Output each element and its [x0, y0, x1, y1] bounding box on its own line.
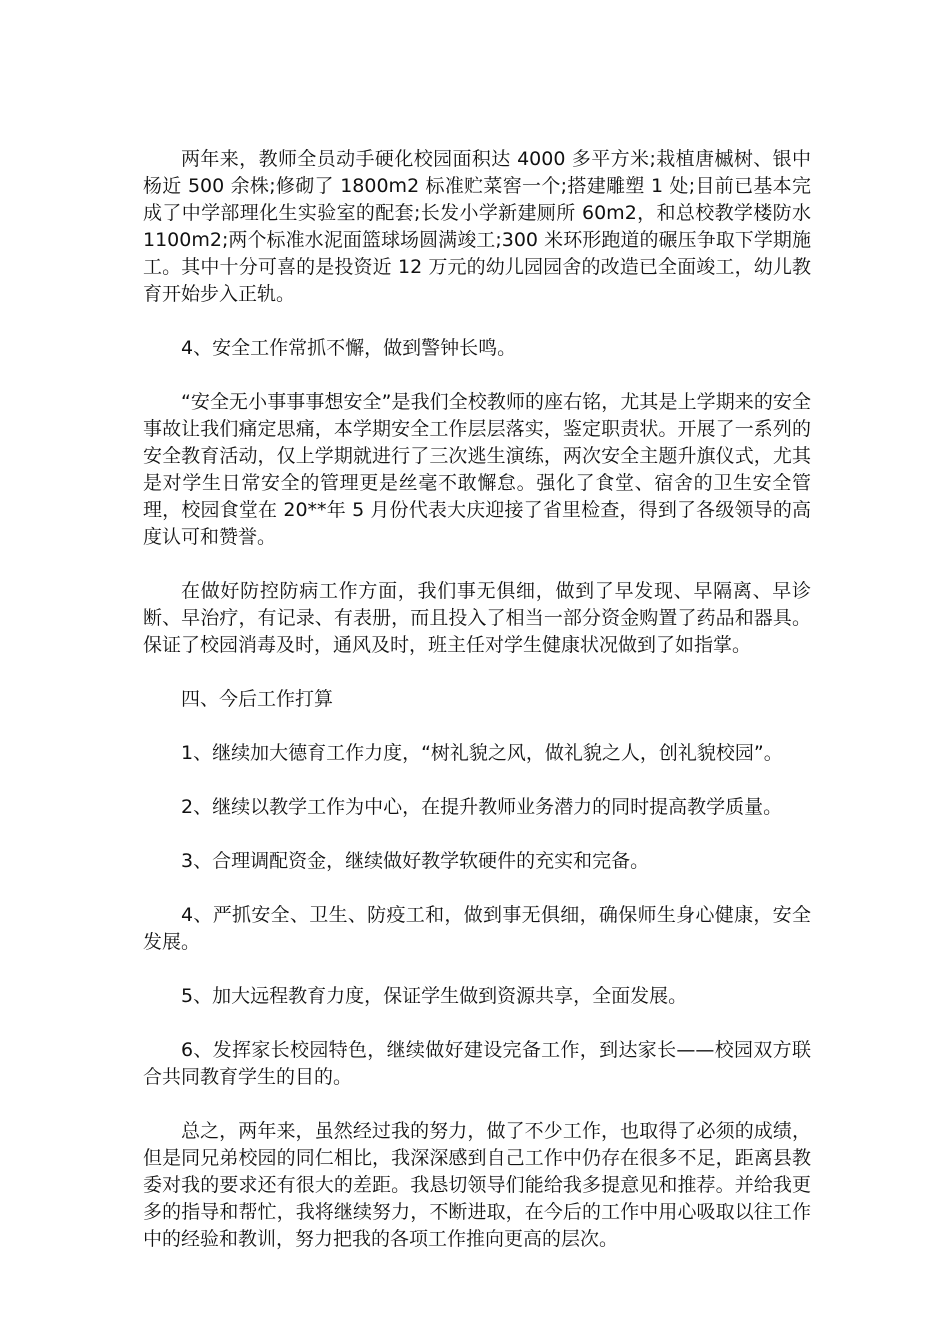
section-heading-future-plans: 四、今后工作打算 [181, 688, 334, 710]
paragraph-conclusion: 总之，两年来，虽然经过我的努力，做了不少工作，也取得了必须的成绩，但是同兄弟校园的同仁相比，我深深感到自己工作中仍存在很多不足，距离县教委对我的要求还有很大的差距。我恳切领导们能给我多提意见和推荐。并给我更多的指导和帮忙，我将继续努力，不断进取，在今后的工作中用心吸取以往工作中的经验和教训，努力把我的各项工作推向更高的层次。 [143, 1120, 811, 1250]
paragraph-construction: 两年来，教师全员动手硬化校园面积达 4000 多平方米;栽植唐槭树、银中杨近 500 余株;修砌了 1800m2 标准贮菜窖一个;搭建雕塑 1 处;目前已基本完成了中学部理化生实验室的配套;长发小学新建厕所 60m2，和总校教学楼防水 1100m2;两个标准水泥面篮球场圆满竣工;300 米环形跑道的碾压争取下学期施工。其中十分可喜的是投资近 12 万元的幼儿园园舍的改造已全面竣工，幼儿教育开始步入正轨。 [143, 148, 811, 305]
paragraph-disease-prevention: 在做好防控防病工作方面，我们事无俱细，做到了早发现、早隔离、早诊断、早治疗，有记录、有表册，而且投入了相当一部分资金购置了药品和器具。保证了校园消毒及时，通风及时，班主任对学生健康状况做到了如指掌。 [143, 580, 811, 656]
list-item-plan-6: 6、发挥家长校园特色，继续做好建设完备工作，到达家长——校园双方联合共同教育学生的目的。 [143, 1039, 811, 1088]
list-item-plan-1: 1、继续加大德育工作力度，“树礼貌之风，做礼貌之人，创礼貌校园”。 [181, 742, 783, 764]
list-item-plan-5: 5、加大远程教育力度，保证学生做到资源共享，全面发展。 [181, 985, 688, 1007]
paragraph-safety-heading: 4、安全工作常抓不懈，做到警钟长鸣。 [181, 337, 517, 359]
list-item-plan-4: 4、严抓安全、卫生、防疫工和，做到事无俱细，确保师生身心健康，安全发展。 [143, 904, 811, 953]
list-item-plan-3: 3、合理调配资金，继续做好教学软硬件的充实和完备。 [181, 850, 650, 872]
document-body [143, 146, 811, 1253]
list-item-plan-2: 2、继续以教学工作为中心，在提升教师业务潜力的同时提高教学质量。 [181, 796, 783, 818]
paragraph-safety-motto: “安全无小事事事想安全”是我们全校教师的座右铭，尤其是上学期来的安全事故让我们痛定思痛，本学期安全工作层层落实，鉴定职责状。开展了一系列的安全教育活动，仅上学期就进行了三次逃生演练，两次安全主题升旗仪式，尤其是对学生日常安全的管理更是丝毫不敢懈怠。强化了食堂、宿舍的卫生安全管理，校园食堂在 20**年 5 月份代表大庆迎接了省里检查，得到了各级领导的高度认可和赞誉。 [143, 391, 811, 548]
